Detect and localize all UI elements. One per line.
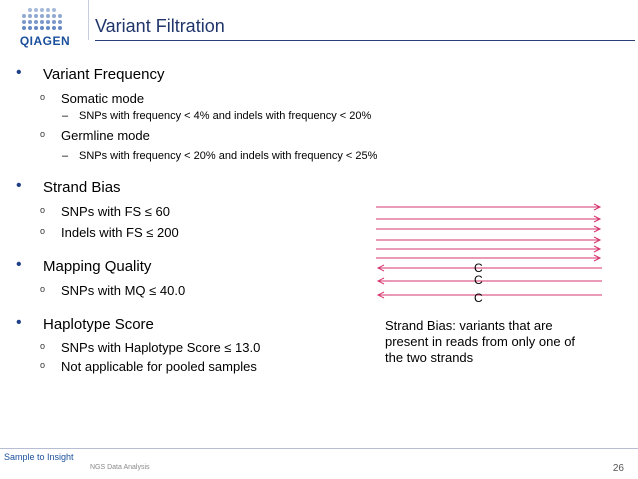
bullet-label: Mapping Quality — [43, 258, 152, 275]
sub-bullet-label: Somatic mode — [61, 91, 145, 106]
bullet-marker: • — [16, 256, 22, 273]
sub-bullet-marker: o — [40, 129, 46, 139]
sub-bullet-marker: o — [40, 226, 46, 236]
footer-divider — [0, 448, 638, 449]
sub-bullet-label: SNPs with FS ≤ 60 — [61, 204, 171, 219]
variant-base-label: C — [474, 261, 483, 275]
slide-title: Variant Filtration — [95, 16, 225, 36]
dash-marker: – — [62, 150, 69, 162]
diagram-caption-line-2: present in reads from only one of — [385, 334, 576, 349]
detail-text: SNPs with frequency < 4% and indels with frequency < 20% — [79, 110, 372, 122]
variant-base-label: C — [474, 273, 483, 287]
bullet-label: Haplotype Score — [43, 316, 154, 333]
sub-bullet-label: SNPs with Haplotype Score ≤ 13.0 — [61, 340, 261, 355]
sub-bullet-label: Not applicable for pooled samples — [61, 359, 257, 374]
page-number: 26 — [612, 463, 624, 474]
sub-bullet-marker: o — [40, 92, 46, 102]
sub-bullet-marker: o — [40, 341, 46, 351]
bullet-label: Strand Bias — [43, 179, 121, 196]
bullet-marker: • — [16, 314, 22, 331]
bullet-marker: • — [16, 177, 22, 194]
sub-bullet-label: SNPs with MQ ≤ 40.0 — [61, 283, 186, 298]
dash-marker: – — [62, 110, 69, 122]
footer-tagline: Sample to Insight — [4, 452, 74, 462]
sub-bullet-label: Germline mode — [61, 128, 150, 143]
bullet-label: Variant Frequency — [43, 66, 165, 83]
strand-bias-diagram — [372, 198, 612, 313]
diagram-caption-line-3: the two strands — [385, 350, 474, 365]
sub-bullet-marker: o — [40, 205, 46, 215]
footer-subtitle: NGS Data Analysis — [90, 464, 150, 471]
sub-bullet-marker: o — [40, 284, 46, 294]
variant-base-label: C — [474, 291, 483, 305]
diagram-caption-line-1: Strand Bias: variants that are — [385, 318, 553, 333]
detail-text: SNPs with frequency < 20% and indels with frequency < 25% — [79, 150, 378, 162]
sub-bullet-marker: o — [40, 360, 46, 370]
bullet-marker: • — [16, 64, 22, 81]
logo-wordmark: QIAGEN — [19, 34, 71, 48]
sub-bullet-label: Indels with FS ≤ 200 — [61, 225, 179, 240]
